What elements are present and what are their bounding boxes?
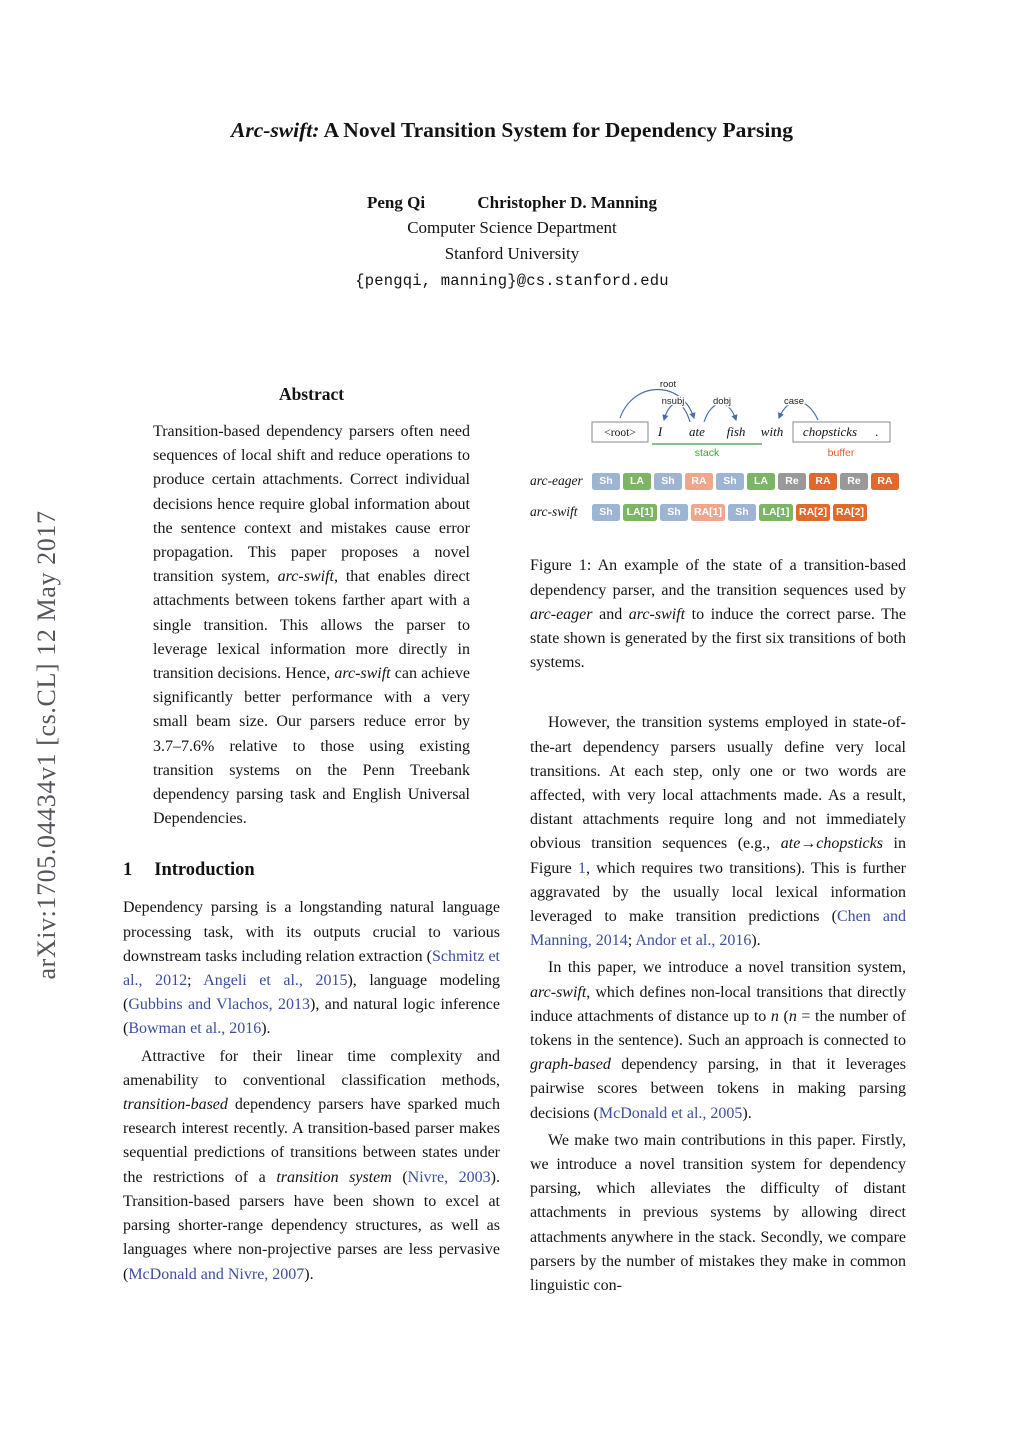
arc-eager-row-label: arc-eager: [530, 473, 583, 488]
left-column: [123, 383, 500, 1287]
word-chopsticks: chopsticks: [802, 424, 858, 439]
text-run: , which defines non-local transitions that directly induce attachments of distance up to: [530, 983, 906, 1025]
text-run: ), and natural logic inference (: [123, 996, 500, 1038]
transition-chip: LA[1]: [759, 504, 793, 521]
text-run: Figure 1: An example of the state of a transition-based dependency parser, and the transition sequences used by: [530, 557, 906, 599]
text-run: However, the transition systems employed in state-of-the-art dependency parsers usually define very local transitions. At each step, only one or two words are affected, with very local attachments made. As a result, distant attachments require long and not immediately obvious transition sequences (e.g.,: [530, 714, 906, 853]
emphasis-text: chopsticks: [816, 835, 883, 853]
dependency-parse-diagram: [530, 376, 906, 464]
text-run: ;: [187, 972, 204, 990]
transition-chip: Re: [778, 473, 806, 490]
body-paragraph-in-this-paper: [530, 956, 906, 1125]
citation-link[interactable]: Gubbins and Vlachos, 2013: [128, 996, 311, 1014]
text-run: In this paper, we introduce a novel transition system,: [548, 959, 906, 977]
transition-chip: RA: [809, 473, 837, 490]
emphasis-text: arc-swift: [628, 605, 686, 623]
text-run: Dependency parsing is a longstanding natural language processing task, with its outputs crucial to various downstream tasks including relation extraction (: [123, 899, 500, 965]
section-heading-introduction: [123, 858, 500, 882]
text-run: can achieve significantly better performance with a very small beam size. Our parsers reduce error by 3.7–7.6% relative to those using existing transition systems on the Penn Treebank dependency parsing task and English Universal Dependencies.: [153, 665, 470, 828]
title-rest: A Novel Transition System for Dependency Parsing: [319, 118, 793, 142]
transition-chip: LA: [747, 473, 775, 490]
body-paragraph-contributions: [530, 1129, 906, 1298]
abstract-heading: Abstract: [278, 384, 345, 404]
citation-link[interactable]: Angeli et al., 2015: [203, 972, 348, 990]
affiliation-department: Computer Science Department: [407, 218, 617, 237]
emphasis-text: transition system: [276, 1168, 392, 1186]
right-column: [530, 376, 906, 1298]
figure-1: [530, 376, 906, 675]
text-run: (: [778, 1007, 789, 1025]
emphasis-text: arc-swift: [530, 983, 587, 1001]
text-run: ).: [304, 1265, 314, 1283]
citation-link[interactable]: Schmitz et al., 2012: [123, 947, 501, 990]
arc-label-nsubj: nsubj: [661, 396, 685, 407]
transition-chip: Sh: [728, 504, 756, 521]
arxiv-watermark: arXiv:1705.04434v1 [cs.CL] 12 May 2017: [32, 510, 61, 980]
arc-label-case: case: [783, 396, 805, 407]
text-run: ).: [751, 932, 761, 950]
stack-label: stack: [694, 447, 720, 459]
arc-eager-transition-row: [530, 469, 906, 493]
transition-chip: LA[1]: [623, 504, 657, 521]
intro-paragraph-2: [123, 1045, 500, 1287]
transition-chip: RA[2]: [796, 504, 830, 521]
emphasis-text: ate: [780, 835, 801, 853]
text-run: Transition-based dependency parsers often need sequences of local shift and reduce operations to produce certain attachments. Correct individual decisions hence require global information about the sentence context and mistakes cause error propagation. This paper proposes a novel transition system,: [153, 423, 470, 586]
section-number: 1: [123, 860, 133, 881]
text-run: in Figure: [530, 835, 906, 877]
text-run: ).: [261, 1020, 271, 1038]
word-i: I: [657, 424, 663, 439]
transition-chip: RA: [871, 473, 899, 490]
text-run: to induce the correct parse. The state shown is generated by the first six transitions of both systems.: [530, 605, 906, 672]
text-run: ;: [627, 932, 636, 950]
transition-chip: Sh: [592, 504, 620, 521]
emphasis-text: arc-swift: [334, 665, 391, 683]
transition-chip: RA[2]: [833, 504, 867, 521]
text-run: and: [592, 605, 629, 623]
emphasis-text: transition-based: [123, 1096, 228, 1114]
citation-link[interactable]: Andor et al., 2016: [635, 932, 752, 950]
transition-chip: RA[1]: [691, 504, 725, 521]
transition-chip: Re: [840, 473, 868, 490]
word-fish: fish: [726, 424, 746, 439]
word-ate: ate: [689, 424, 705, 439]
email-line: {pengqi, manning}@cs.stanford.edu: [355, 272, 669, 290]
section-title: Introduction: [154, 860, 255, 881]
citation-link[interactable]: McDonald and Nivre, 2007: [128, 1265, 305, 1283]
emphasis-text: n: [788, 1007, 797, 1025]
author-christopher-manning: Christopher D. Manning: [477, 193, 657, 212]
arc-eager-chips: [592, 473, 899, 490]
word-root: <root>: [604, 427, 636, 439]
transition-chip: RA: [685, 473, 713, 490]
paper-header: [0, 118, 1024, 290]
text-run: dependency parsing, in that it leverages pairwise scores between tokens in making parsing decisions (: [530, 1056, 906, 1122]
arc-label-dobj: dobj: [713, 396, 731, 407]
body-paragraph-however: [530, 711, 906, 953]
transition-chip: Sh: [660, 504, 688, 521]
text-run: , which requires two transitions). This is further aggravated by the usually local lexical information leveraged to make transition predictions (: [530, 859, 907, 926]
citation-link[interactable]: McDonald et al., 2005: [598, 1104, 743, 1122]
transition-chip: LA: [623, 473, 651, 490]
text-run: (: [391, 1168, 408, 1186]
text-run: , that enables direct attachments between tokens farther apart with a single transition. This allows the parser to leverage lexical information more directly in transition decisions. Hence,: [153, 568, 470, 683]
intro-paragraph-1: [123, 896, 500, 1041]
emphasis-text: n: [770, 1007, 779, 1025]
text-run: ).: [742, 1104, 752, 1122]
text-run: = the number of tokens in the sentence). Such an approach is connected to: [530, 1007, 906, 1050]
text-run: Attractive for their linear time complexity and amenability to conventional classification methods,: [123, 1047, 500, 1089]
transition-chip: Sh: [716, 473, 744, 490]
arc-swift-transition-row: [530, 500, 906, 524]
text-run: ). Transition-based parsers have been shown to excel at parsing shorter-range dependency structures, as well as languages where non-projective parses are less pervasive (: [123, 1168, 500, 1283]
arc-label-root: root: [659, 379, 677, 390]
citation-link[interactable]: 1: [577, 859, 586, 877]
text-run: ), language modeling (: [123, 972, 501, 1014]
affiliation-university: Stanford University: [444, 244, 580, 263]
word-period: .: [875, 424, 879, 439]
authors-line: [0, 193, 1024, 213]
text-run: dependency parsers have sparked much research interest recently. A transition-based parser makes sequential predictions of transitions between states under the restrictions of a: [123, 1096, 500, 1186]
title-italic-part: Arc-swift:: [231, 118, 320, 142]
word-with: with: [760, 424, 784, 439]
emphasis-text: arc-swift: [277, 568, 334, 586]
arc-swift-row-label: arc-swift: [530, 504, 578, 520]
author-peng-qi: Peng Qi: [367, 193, 426, 212]
paper-title: [0, 118, 1024, 143]
buffer-label: buffer: [827, 447, 855, 459]
citation-link[interactable]: Chen and Manning, 2014: [530, 908, 906, 950]
emphasis-text: arc-eager: [530, 605, 593, 623]
citation-link[interactable]: Nivre, 2003: [407, 1168, 491, 1186]
text-run: →: [800, 835, 817, 853]
arc-swift-chips: [592, 504, 867, 521]
transition-chip: Sh: [654, 473, 682, 490]
abstract-text: [153, 420, 470, 831]
figure-1-caption: [530, 554, 906, 675]
transition-chip: Sh: [592, 473, 620, 490]
citation-link[interactable]: Bowman et al., 2016: [128, 1020, 262, 1038]
text-run: We make two main contributions in this paper. Firstly, we introduce a novel transition system for dependency parsing, which alleviates the difficulty of distant attachments in previous systems by allowing direct attachments anywhere in the stack. Secondly, we compare parsers by the number of mistakes they make in common linguistic con-: [530, 1131, 906, 1295]
emphasis-text: graph-based: [530, 1056, 611, 1074]
